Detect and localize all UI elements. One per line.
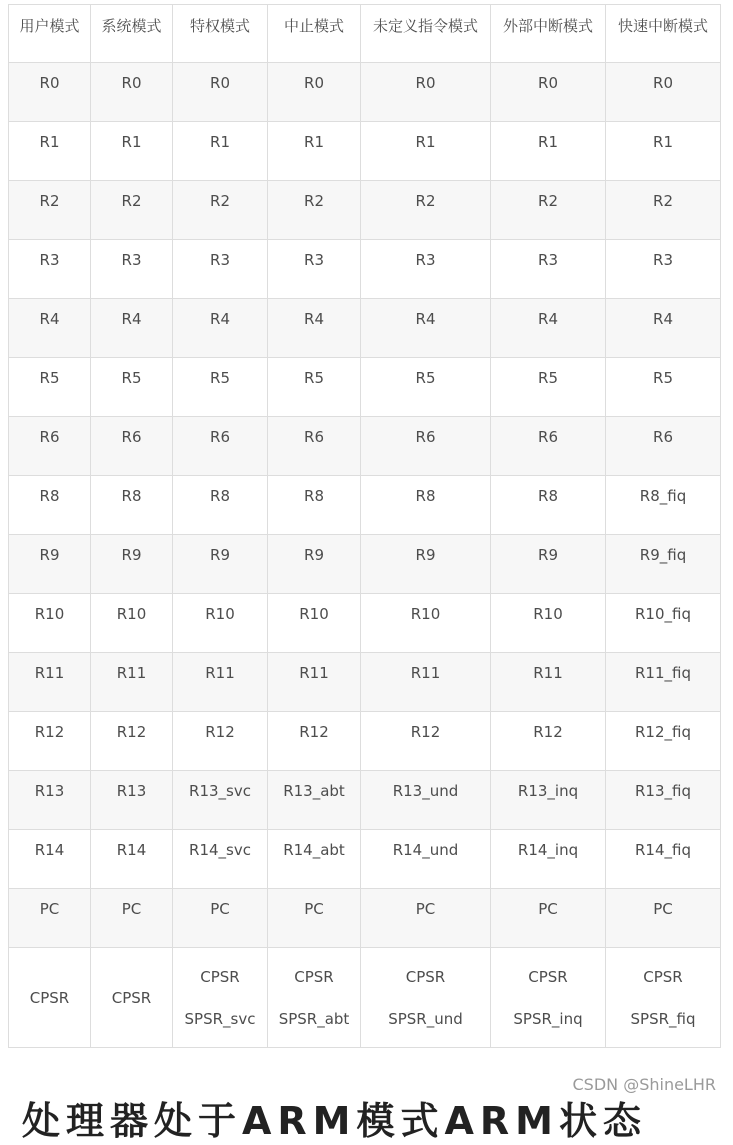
table-row	[9, 122, 721, 181]
table-cell: R1	[361, 122, 491, 181]
table-row	[9, 830, 721, 889]
table-cell: R2	[361, 181, 491, 240]
table-cell: R11	[91, 653, 173, 712]
table-cell: R6	[606, 417, 721, 476]
spsr-label: SPSR_abt	[278, 1009, 350, 1028]
table-cell: R10	[9, 594, 91, 653]
table-cell: R4	[9, 299, 91, 358]
table-cell: R6	[268, 417, 361, 476]
table-cell: R10	[173, 594, 268, 653]
table-cell: R11_fiq	[606, 653, 721, 712]
table-cell: R2	[9, 181, 91, 240]
table-header	[9, 5, 721, 63]
table-cell: R5	[268, 358, 361, 417]
table-cell: R1	[491, 122, 606, 181]
table-cell: R1	[606, 122, 721, 181]
table-cell: R12	[91, 712, 173, 771]
table-cell: R8	[268, 476, 361, 535]
table-cell: PC	[491, 889, 606, 948]
table-cell	[606, 948, 721, 1048]
next-section-heading: 处理器处于ARM模式ARM状态	[22, 1099, 647, 1143]
cpsr-label: CPSR	[528, 967, 568, 986]
table-cell: R9	[361, 535, 491, 594]
table-row	[9, 476, 721, 535]
table-cell: R3	[491, 240, 606, 299]
table-cell: R0	[491, 63, 606, 122]
table-row	[9, 417, 721, 476]
table-cell: R5	[491, 358, 606, 417]
table-cell: R10	[491, 594, 606, 653]
table-cell: R10	[268, 594, 361, 653]
table-cell: R3	[606, 240, 721, 299]
spsr-label: SPSR_inq	[513, 1009, 583, 1028]
table-cell: R13	[9, 771, 91, 830]
table-row	[9, 358, 721, 417]
table-cell: R12	[9, 712, 91, 771]
table-cell: R11	[173, 653, 268, 712]
table-cell: R0	[173, 63, 268, 122]
table-cell: R13_svc	[173, 771, 268, 830]
table-cell: R0	[91, 63, 173, 122]
table-cell: R8	[173, 476, 268, 535]
spsr-label: SPSR_svc	[184, 1009, 256, 1028]
table-row	[9, 712, 721, 771]
table-cell: R6	[361, 417, 491, 476]
table-cell: R10_fiq	[606, 594, 721, 653]
spsr-label: SPSR_fiq	[630, 1009, 696, 1028]
table-cell: R11	[361, 653, 491, 712]
table-cell	[491, 948, 606, 1048]
header-cell: 特权模式	[173, 5, 268, 63]
table-body	[9, 63, 721, 1048]
table-cell: R9	[268, 535, 361, 594]
table-cell: R2	[268, 181, 361, 240]
cpsr-label: CPSR	[29, 988, 70, 1007]
header-cell: 未定义指令模式	[361, 5, 491, 63]
table-cell	[268, 948, 361, 1048]
table-cell: R13_abt	[268, 771, 361, 830]
table-cell: R9	[491, 535, 606, 594]
cpsr-label: CPSR	[643, 967, 683, 986]
table-row	[9, 299, 721, 358]
table-cell: PC	[361, 889, 491, 948]
cpsr-label: CPSR	[200, 967, 240, 986]
table-cell: R0	[268, 63, 361, 122]
header-row	[9, 5, 721, 63]
table-cell	[91, 948, 173, 1048]
table-row	[9, 771, 721, 830]
table-cell: R14_svc	[173, 830, 268, 889]
table-cell: R8	[9, 476, 91, 535]
table-cell: R9	[9, 535, 91, 594]
table-cell: R12	[173, 712, 268, 771]
table-cell: R1	[268, 122, 361, 181]
table-cell: R6	[9, 417, 91, 476]
table-cell: R6	[173, 417, 268, 476]
table-cell: R8	[91, 476, 173, 535]
table-cell: R5	[606, 358, 721, 417]
table-cell: R10	[361, 594, 491, 653]
table-cell: R9	[91, 535, 173, 594]
table-cell	[173, 948, 268, 1048]
table-cell: R8_fiq	[606, 476, 721, 535]
header-cell: 用户模式	[9, 5, 91, 63]
table-cell: R3	[361, 240, 491, 299]
table-cell: R5	[173, 358, 268, 417]
table-cell: R13_inq	[491, 771, 606, 830]
table-cell: PC	[268, 889, 361, 948]
table-cell: R4	[491, 299, 606, 358]
table-cell: R9	[173, 535, 268, 594]
table-row	[9, 594, 721, 653]
table-cell: R1	[9, 122, 91, 181]
table-cell: R14_fiq	[606, 830, 721, 889]
table-cell: R4	[361, 299, 491, 358]
register-table-container	[8, 4, 720, 1048]
table-cell: R1	[91, 122, 173, 181]
table-cell: R10	[91, 594, 173, 653]
table-cell: PC	[91, 889, 173, 948]
header-cell: 外部中断模式	[491, 5, 606, 63]
table-cell: R2	[173, 181, 268, 240]
table-cell: R13_und	[361, 771, 491, 830]
table-cell: R9_fiq	[606, 535, 721, 594]
table-cell: R14	[9, 830, 91, 889]
table-row	[9, 181, 721, 240]
table-cell: R12	[491, 712, 606, 771]
table-cell: R4	[91, 299, 173, 358]
spsr-label: SPSR_und	[388, 1009, 463, 1028]
table-cell: R0	[606, 63, 721, 122]
table-cell: R6	[91, 417, 173, 476]
table-cell: R5	[9, 358, 91, 417]
table-cell: R6	[491, 417, 606, 476]
table-cell: R13_fiq	[606, 771, 721, 830]
table-cell: R0	[361, 63, 491, 122]
table-cell: R13	[91, 771, 173, 830]
cpsr-label: CPSR	[111, 988, 152, 1007]
table-cell: R3	[9, 240, 91, 299]
table-cell: PC	[9, 889, 91, 948]
header-cell: 系统模式	[91, 5, 173, 63]
table-cell: R14_inq	[491, 830, 606, 889]
table-cell: R12	[361, 712, 491, 771]
table-cell: R12	[268, 712, 361, 771]
table-row	[9, 240, 721, 299]
table-cell	[9, 948, 91, 1048]
table-cell	[361, 948, 491, 1048]
table-cell: R14_und	[361, 830, 491, 889]
table-cell: R2	[91, 181, 173, 240]
header-cell: 快速中断模式	[606, 5, 721, 63]
table-cell: R1	[173, 122, 268, 181]
table-cell: R0	[9, 63, 91, 122]
table-row	[9, 653, 721, 712]
table-cell: R3	[91, 240, 173, 299]
table-cell: R5	[361, 358, 491, 417]
table-cell: R4	[268, 299, 361, 358]
table-cell: R11	[268, 653, 361, 712]
table-row	[9, 889, 721, 948]
header-cell: 中止模式	[268, 5, 361, 63]
register-table	[8, 4, 721, 1048]
table-row-status-registers	[9, 948, 721, 1048]
table-cell: PC	[173, 889, 268, 948]
table-cell: R14	[91, 830, 173, 889]
cpsr-label: CPSR	[294, 967, 334, 986]
table-cell: R2	[606, 181, 721, 240]
table-cell: R14_abt	[268, 830, 361, 889]
watermark: CSDN @ShineLHR	[572, 1075, 716, 1094]
table-cell: R8	[361, 476, 491, 535]
table-row	[9, 535, 721, 594]
table-cell: R8	[491, 476, 606, 535]
table-row	[9, 63, 721, 122]
table-cell: R2	[491, 181, 606, 240]
cpsr-label: CPSR	[405, 967, 446, 986]
table-cell: R12_fiq	[606, 712, 721, 771]
table-cell: R5	[91, 358, 173, 417]
table-cell: R4	[173, 299, 268, 358]
table-cell: PC	[606, 889, 721, 948]
table-cell: R11	[491, 653, 606, 712]
table-cell: R3	[268, 240, 361, 299]
table-cell: R4	[606, 299, 721, 358]
table-cell: R11	[9, 653, 91, 712]
table-cell: R3	[173, 240, 268, 299]
